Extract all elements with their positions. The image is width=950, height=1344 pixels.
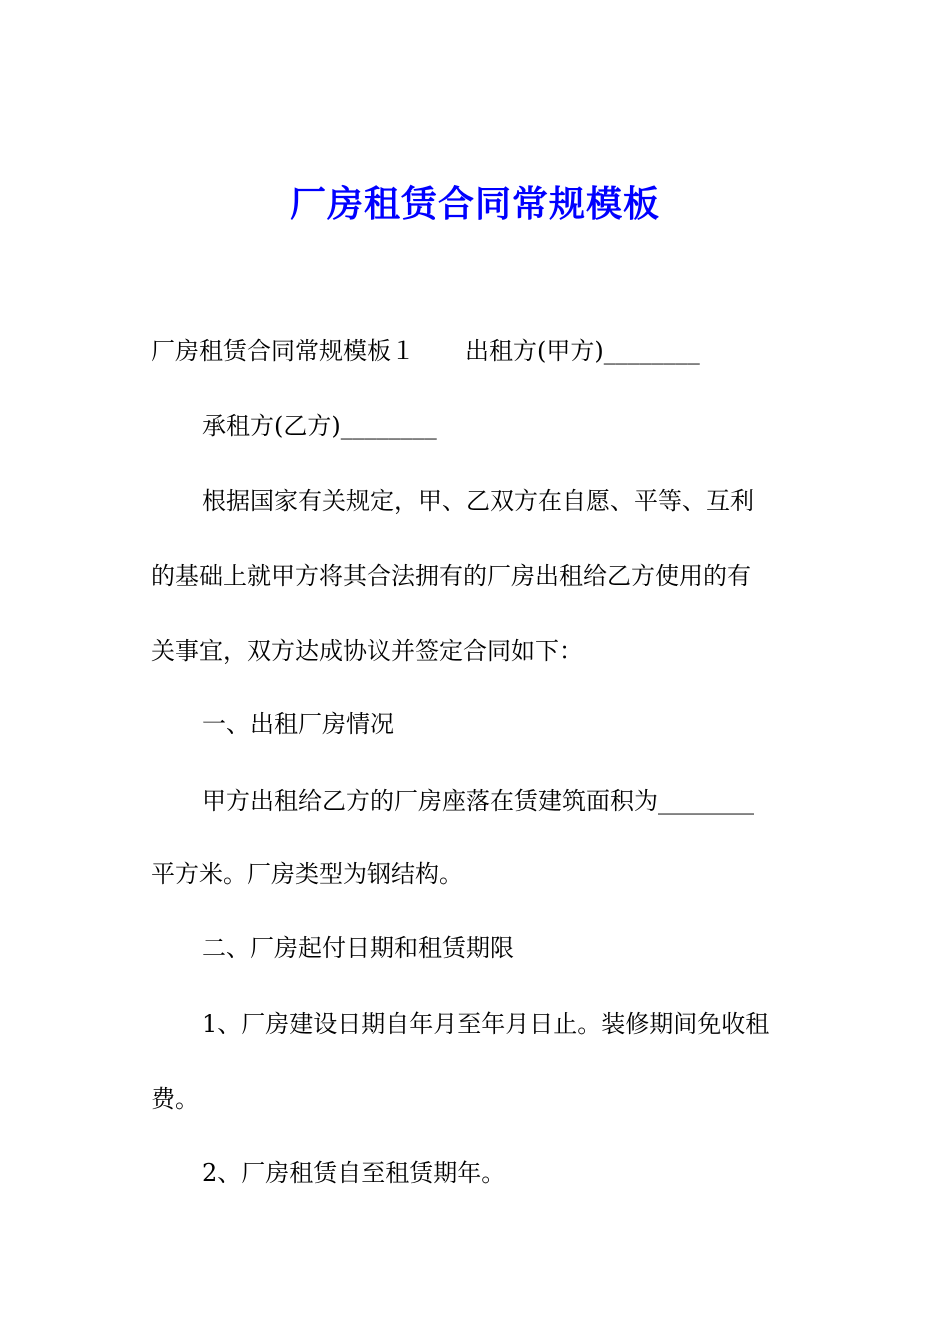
- paragraph-line: 甲方出租给乙方的厂房座落在赁建筑面积为________: [202, 787, 754, 815]
- paragraph-line: 平方米。厂房类型为钢结构。: [151, 860, 463, 888]
- paragraph-line: 2、厂房租赁自至租赁期年。: [202, 1159, 506, 1187]
- section-heading: 二、厂房起付日期和租赁期限: [202, 934, 514, 962]
- document-title: 厂房租赁合同常规模板: [289, 183, 660, 225]
- template-heading: 厂房租赁合同常规模板１: [151, 337, 415, 365]
- lessee-field: 承租方(乙方)________: [202, 412, 437, 440]
- paragraph-line: 根据国家有关规定，甲、乙双方在自愿、平等、互利: [202, 487, 754, 515]
- paragraph-line: [151, 333, 700, 369]
- section-heading: 一、出租厂房情况: [202, 710, 394, 738]
- paragraph-line: 1、厂房建设日期自年月至年月日止。装修期间免收租: [202, 1010, 770, 1038]
- paragraph-line: 费。: [151, 1085, 199, 1113]
- lessor-field: 出租方(甲方)________: [465, 337, 700, 365]
- paragraph-line: 的基础上就甲方将其合法拥有的厂房出租给乙方使用的有: [151, 562, 751, 590]
- paragraph-line: 关事宜，双方达成协议并签定合同如下：: [151, 637, 583, 665]
